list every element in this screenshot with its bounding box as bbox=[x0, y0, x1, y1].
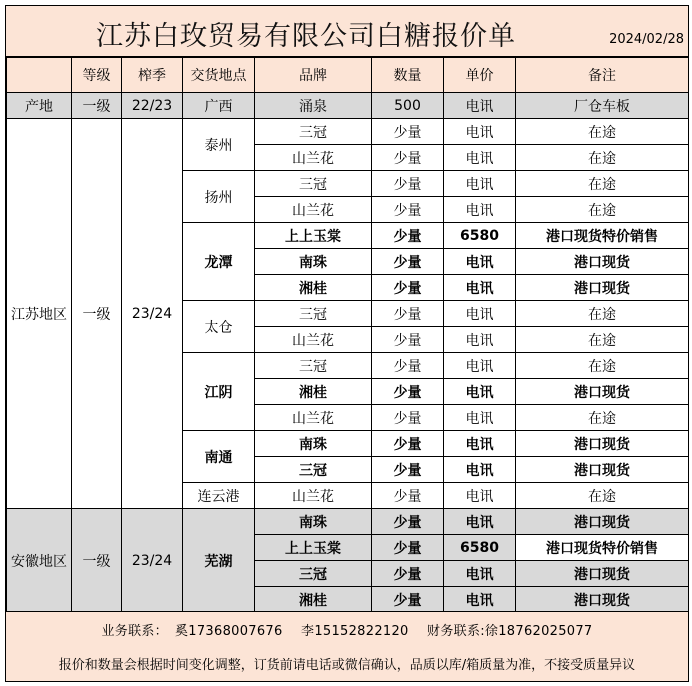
note-cell: 在途 bbox=[516, 145, 689, 171]
quantity-cell: 少量 bbox=[372, 145, 444, 171]
brand-cell: 山兰花 bbox=[255, 483, 372, 509]
price-cell: 电讯 bbox=[444, 353, 516, 379]
quantity-cell: 少量 bbox=[372, 223, 444, 249]
quantity-cell: 少量 bbox=[372, 197, 444, 223]
header-row bbox=[7, 58, 689, 93]
location-name: 龙潭 bbox=[183, 223, 255, 301]
brand-cell: 湘桂 bbox=[255, 275, 372, 301]
quote-date: 2024/02/28 bbox=[609, 32, 684, 47]
brand-cell: 南珠 bbox=[255, 249, 372, 275]
region-season: 23/24 bbox=[122, 119, 183, 509]
quantity-cell: 少量 bbox=[372, 405, 444, 431]
quantity-cell: 少量 bbox=[372, 275, 444, 301]
price-cell: 电讯 bbox=[444, 587, 516, 613]
brand-cell: 三冠 bbox=[255, 301, 372, 327]
brand-cell: 山兰花 bbox=[255, 145, 372, 171]
brand-cell: 上上玉棠 bbox=[255, 535, 372, 561]
region-name: 江苏地区 bbox=[7, 119, 72, 509]
price-cell: 电讯 bbox=[444, 249, 516, 275]
note-cell: 港口现货 bbox=[516, 509, 689, 535]
disclaimer: 报价和数量会根据时间变化调整，订货前请电话或微信确认，品质以库/箱质量为准，不接受质量异议 bbox=[58, 658, 636, 673]
brand-cell: 三冠 bbox=[255, 119, 372, 145]
price-cell: 电讯 bbox=[444, 145, 516, 171]
contact-label: 业务联系： bbox=[101, 624, 168, 639]
contact-line bbox=[6, 620, 688, 639]
quantity-cell: 少量 bbox=[372, 431, 444, 457]
quantity-cell: 少量 bbox=[372, 561, 444, 587]
region-grade: 一级 bbox=[72, 119, 122, 509]
origin-label: 产地 bbox=[7, 93, 72, 119]
note-cell: 港口现货 bbox=[516, 457, 689, 483]
quantity-cell: 少量 bbox=[372, 301, 444, 327]
brand-cell: 南珠 bbox=[255, 431, 372, 457]
brand-cell: 三冠 bbox=[255, 353, 372, 379]
note-cell: 在途 bbox=[516, 405, 689, 431]
price-cell: 电讯 bbox=[444, 171, 516, 197]
brand-cell: 三冠 bbox=[255, 171, 372, 197]
note-cell: 在途 bbox=[516, 483, 689, 509]
price-cell: 电讯 bbox=[444, 405, 516, 431]
table-row bbox=[7, 119, 689, 145]
brand-cell: 山兰花 bbox=[255, 327, 372, 353]
price-cell: 电讯 bbox=[444, 561, 516, 587]
brand-cell: 南珠 bbox=[255, 509, 372, 535]
contact-2: 李15152822120 bbox=[301, 624, 409, 639]
note-cell: 在途 bbox=[516, 197, 689, 223]
quantity-cell: 少量 bbox=[372, 327, 444, 353]
origin-quantity: 500 bbox=[372, 93, 444, 119]
location-name: 扬州 bbox=[183, 171, 255, 223]
price-sheet bbox=[5, 5, 689, 682]
footer bbox=[6, 611, 688, 681]
brand-cell: 湘桂 bbox=[255, 379, 372, 405]
price-cell: 电讯 bbox=[444, 119, 516, 145]
quantity-cell: 少量 bbox=[372, 249, 444, 275]
brand-cell: 上上玉棠 bbox=[255, 223, 372, 249]
origin-brand: 涌泉 bbox=[255, 93, 372, 119]
price-cell: 电讯 bbox=[444, 483, 516, 509]
col-header-region bbox=[7, 58, 72, 93]
price-cell: 电讯 bbox=[444, 301, 516, 327]
origin-grade: 一级 bbox=[72, 93, 122, 119]
note-cell: 港口现货特价销售 bbox=[516, 535, 689, 561]
quantity-cell: 少量 bbox=[372, 535, 444, 561]
origin-price: 电讯 bbox=[444, 93, 516, 119]
location-name: 芜湖 bbox=[183, 509, 255, 613]
region-name: 安徽地区 bbox=[7, 509, 72, 613]
price-cell: 电讯 bbox=[444, 379, 516, 405]
note-cell: 港口现货 bbox=[516, 431, 689, 457]
col-header-brand: 品牌 bbox=[255, 58, 372, 93]
title-bar bbox=[6, 6, 688, 57]
location-name: 江阴 bbox=[183, 353, 255, 431]
price-cell: 电讯 bbox=[444, 197, 516, 223]
quantity-cell: 少量 bbox=[372, 509, 444, 535]
origin-season: 22/23 bbox=[122, 93, 183, 119]
brand-cell: 湘桂 bbox=[255, 587, 372, 613]
quantity-cell: 少量 bbox=[372, 353, 444, 379]
note-cell: 港口现货特价销售 bbox=[516, 223, 689, 249]
quantity-cell: 少量 bbox=[372, 379, 444, 405]
finance-contact: 财务联系:徐18762025077 bbox=[427, 624, 593, 639]
region-grade: 一级 bbox=[72, 509, 122, 613]
col-header-season: 榨季 bbox=[122, 58, 183, 93]
origin-note: 厂仓车板 bbox=[516, 93, 689, 119]
col-header-grade: 等级 bbox=[72, 58, 122, 93]
page-title: 江苏白玫贸易有限公司白糖报价单 bbox=[96, 21, 516, 52]
price-table bbox=[6, 57, 689, 613]
note-cell: 港口现货 bbox=[516, 249, 689, 275]
location-name: 南通 bbox=[183, 431, 255, 483]
quantity-cell: 少量 bbox=[372, 119, 444, 145]
brand-cell: 三冠 bbox=[255, 457, 372, 483]
contact-1: 奚17368007676 bbox=[174, 624, 283, 639]
note-cell: 在途 bbox=[516, 119, 689, 145]
quantity-cell: 少量 bbox=[372, 483, 444, 509]
quantity-cell: 少量 bbox=[372, 171, 444, 197]
price-cell: 电讯 bbox=[444, 275, 516, 301]
note-cell: 港口现货 bbox=[516, 275, 689, 301]
note-cell: 在途 bbox=[516, 171, 689, 197]
col-header-price: 单价 bbox=[444, 58, 516, 93]
origin-row bbox=[7, 93, 689, 119]
note-cell: 在途 bbox=[516, 353, 689, 379]
location-name: 泰州 bbox=[183, 119, 255, 171]
note-cell: 港口现货 bbox=[516, 587, 689, 613]
region-season: 23/24 bbox=[122, 509, 183, 613]
brand-cell: 山兰花 bbox=[255, 197, 372, 223]
note-cell: 在途 bbox=[516, 327, 689, 353]
col-header-location: 交货地点 bbox=[183, 58, 255, 93]
price-cell: 电讯 bbox=[444, 509, 516, 535]
table-row bbox=[7, 509, 689, 535]
origin-location: 广西 bbox=[183, 93, 255, 119]
brand-cell: 三冠 bbox=[255, 561, 372, 587]
col-header-quantity: 数量 bbox=[372, 58, 444, 93]
location-name: 连云港 bbox=[183, 483, 255, 509]
price-cell: 电讯 bbox=[444, 431, 516, 457]
quantity-cell: 少量 bbox=[372, 587, 444, 613]
note-cell: 港口现货 bbox=[516, 379, 689, 405]
quantity-cell: 少量 bbox=[372, 457, 444, 483]
price-cell: 6580 bbox=[444, 223, 516, 249]
price-cell: 电讯 bbox=[444, 457, 516, 483]
brand-cell: 山兰花 bbox=[255, 405, 372, 431]
price-cell: 电讯 bbox=[444, 327, 516, 353]
location-name: 太仓 bbox=[183, 301, 255, 353]
note-cell: 港口现货 bbox=[516, 561, 689, 587]
col-header-note: 备注 bbox=[516, 58, 689, 93]
price-cell: 6580 bbox=[444, 535, 516, 561]
note-cell: 在途 bbox=[516, 301, 689, 327]
